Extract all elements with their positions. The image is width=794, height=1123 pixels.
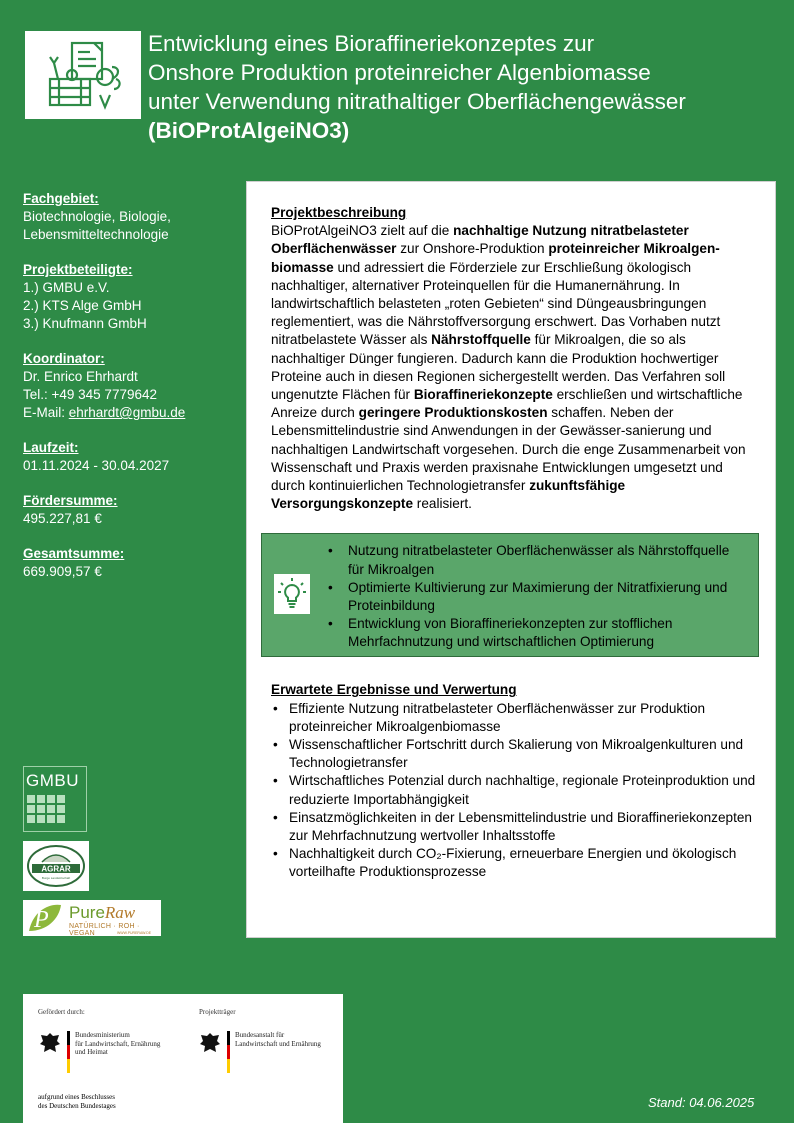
fachgebiet-value: Biotechnologie, Biologie, xyxy=(23,209,171,224)
ministry-name-line: und Heimat xyxy=(75,1048,108,1056)
pureraw-brand-script: Raw xyxy=(104,903,136,922)
foerdersumme-block xyxy=(23,492,233,528)
title-line: Entwicklung eines Bioraffineriekonzeptes zur xyxy=(148,31,595,56)
ministry-name-line: Bundesministerium xyxy=(75,1031,130,1039)
gmbu-logo xyxy=(23,766,87,832)
description-emphasis: Nährstoffquelle xyxy=(431,332,531,348)
key-point-item: • Nutzung nitratbelasteter Oberflächenwässer als Nährstoffquelle für Mikroalgen xyxy=(328,542,748,578)
description-segment: BiOProtAlgeiNO3 zielt auf die xyxy=(271,223,454,239)
agrar-logo xyxy=(23,841,89,891)
email-link[interactable]: ehrhardt@gmbu.de xyxy=(68,405,186,420)
agency-name-line: Landwirtschaft und Ernährung xyxy=(235,1039,321,1048)
results-list xyxy=(271,700,759,882)
pureraw-brand-word: Pure xyxy=(69,903,105,922)
partner-item: 3.) Knufmann GmbH xyxy=(23,316,147,331)
gmbu-logo-grid xyxy=(27,795,84,823)
laufzeit-block xyxy=(23,439,233,475)
project-info-sidebar xyxy=(23,190,233,598)
results-heading: Erwartete Ergebnisse und Verwertung xyxy=(271,682,517,698)
email-prefix: E-Mail: xyxy=(23,405,69,420)
beteiligte-label: Projektbeteiligte: xyxy=(23,262,133,277)
agency-name xyxy=(235,1031,321,1073)
description-emphasis: zukunftsfähige Versorgungskonzepte xyxy=(271,478,626,512)
pureraw-url: WWW.PURERAW.DE xyxy=(117,931,152,935)
bundestag-note xyxy=(38,1093,116,1111)
vegetable-crate-icon xyxy=(42,39,124,111)
agency-name-line: Bundesanstalt für xyxy=(235,1031,285,1039)
description-emphasis: nachhaltige Nutzung nitratbelasteter Oberflächenwässer xyxy=(271,223,689,257)
koordinator-label: Koordinator: xyxy=(23,351,105,366)
description-heading: Projektbeschreibung xyxy=(271,205,407,220)
partner-logos xyxy=(23,766,161,936)
gesamtsumme-label: Gesamtsumme: xyxy=(23,546,125,561)
foerdersumme-label: Fördersumme: xyxy=(23,493,118,508)
gefoerdert-label: Gefördert durch: xyxy=(38,1008,85,1016)
result-item: • Wirtschaftliches Potenzial durch nachhaltige, regionale Proteinproduktion und reduzierte Importabhängigkeit xyxy=(271,772,759,808)
result-item: • Wissenschaftlicher Fortschritt durch Skalierung von Mikroalgenkulturen und Technologietransfer xyxy=(271,736,759,772)
key-point-item: • Optimierte Kultivierung zur Maximierung der Nitratfixierung und Proteinbildung xyxy=(328,579,748,615)
federal-eagle-icon xyxy=(39,1031,61,1055)
agency-logo xyxy=(199,1031,321,1073)
description-segment: realisiert. xyxy=(413,496,472,512)
stand-date: Stand: 04.06.2025 xyxy=(648,1095,755,1110)
key-point-item: • Entwicklung von Bioraffineriekonzepten zur stofflichen Mehrfachnutzung und wirtschaftlichen Optimierung xyxy=(328,615,748,651)
agrar-logo-subtext: Burgo Landwirtschaft xyxy=(41,876,71,880)
fachgebiet-label: Fachgebiet: xyxy=(23,191,99,206)
partner-item: 2.) KTS Alge GmbH xyxy=(23,298,142,313)
pureraw-tagline: NATÜRLICH · ROH · VEGAN xyxy=(69,923,140,937)
description-emphasis: proteinreicher Mikroalgen-biomasse xyxy=(271,241,720,275)
description-segment: erschließen und wirtschaftliche Anreize durch xyxy=(271,387,743,421)
page-title xyxy=(148,29,778,145)
laufzeit-label: Laufzeit: xyxy=(23,440,79,455)
koordinator-name: Dr. Enrico Ehrhardt xyxy=(23,369,138,384)
gesamtsumme-value: 669.909,57 € xyxy=(23,564,102,579)
german-flag-bar xyxy=(227,1031,230,1073)
fachgebiet-block xyxy=(23,190,233,244)
main-content-card xyxy=(246,181,776,938)
pureraw-logo xyxy=(23,900,161,936)
description-emphasis: Bioraffineriekonzepte xyxy=(413,387,553,403)
koordinator-block xyxy=(23,350,233,422)
key-points-box xyxy=(261,533,759,657)
description-segment: für Mikroalgen, die so als nachhaltiger Dünger fungieren. Dadurch kann die Produktion hochwertiger Proteine auch in diesen Regionen sichergestellt werden. Das Verfahren soll ungenutzte Flächen für xyxy=(271,332,726,403)
koordinator-email-row xyxy=(23,404,233,422)
german-flag-bar xyxy=(67,1031,70,1073)
svg-text:P: P xyxy=(34,907,49,933)
foerdersumme-value: 495.227,81 € xyxy=(23,511,102,526)
ministry-name xyxy=(75,1031,160,1073)
result-item: • Einsatzmöglichkeiten in der Lebensmittelindustrie und Bioraffineriekonzepten zur Mehrfachnutzung wertvoller Inhaltsstoffe xyxy=(271,809,759,845)
fachgebiet-value: Lebensmitteltechnologie xyxy=(23,227,169,242)
gesamtsumme-block xyxy=(23,545,233,581)
bundestag-note-line: aufgrund eines Beschlusses xyxy=(38,1093,115,1101)
koordinator-phone: Tel.: +49 345 7779642 xyxy=(23,387,157,402)
description-segment: und adressiert die Förderziele zur Erschließung ökologisch nachhaltiger, alternativer Proteinquellen für die Humanernährung. In landwirtschaftlich belasteten „roten Gebieten“ sind Düngeausbringungen reglementiert, was die Nährstoffversorgung erschwert. Das Vorhaben nutzt nitratbelastete Wässer als xyxy=(271,259,721,348)
lightbulb-icon xyxy=(274,574,310,614)
result-item: • Effiziente Nutzung nitratbelasteter Oberflächenwässer zur Produktion proteinreicher Mikroalgenbiomasse xyxy=(271,700,759,736)
title-line: Onshore Produktion proteinreicher Algenbiomasse xyxy=(148,60,651,85)
description-text xyxy=(271,222,759,513)
title-line: unter Verwendung nitrathaltiger Oberflächengewässer xyxy=(148,89,686,114)
agrar-logo-text: AGRAR xyxy=(41,864,71,874)
agrar-logo-mark xyxy=(26,844,86,888)
key-points-list xyxy=(328,542,748,651)
laufzeit-value: 01.11.2024 - 30.04.2027 xyxy=(23,458,170,473)
funding-box xyxy=(23,994,343,1123)
ministry-logo xyxy=(39,1031,160,1073)
beteiligte-block xyxy=(23,261,233,333)
result-item: • Nachhaltigkeit durch CO₂-Fixierung, erneuerbare Energien und ökologisch vorteilhafte Produktionsprozesse xyxy=(271,845,759,881)
project-acronym: (BiOProtAlgeiNO3) xyxy=(148,118,350,143)
description-segment: zur Onshore-Produktion xyxy=(396,241,549,257)
traeger-label: Projektträger xyxy=(199,1008,236,1016)
partner-item: 1.) GMBU e.V. xyxy=(23,280,110,295)
pureraw-leaf-icon xyxy=(25,901,65,935)
ministry-name-line: für Landwirtschaft, Ernährung xyxy=(75,1039,161,1048)
federal-eagle-icon xyxy=(199,1031,221,1055)
gmbu-logo-text: GMBU xyxy=(26,771,79,790)
project-icon xyxy=(25,31,141,119)
bundestag-note-line: des Deutschen Bundestages xyxy=(38,1102,116,1110)
description-segment: schaffen. Neben der Lebensmittelindustrie sind Anwendungen in der Gewässer-sanierung und nachhaltigen Landwirtschaft vorgesehen. Durch die enge Zusammenarbeit von Wissenschaft und Praxis werden praxisnahe Entwicklungen umgesetzt und durch kontinuierlichen Technologietransfer xyxy=(271,405,746,494)
description-emphasis: geringere Produktionskosten xyxy=(358,405,548,421)
pureraw-brand xyxy=(69,903,135,923)
results-section xyxy=(271,681,759,881)
